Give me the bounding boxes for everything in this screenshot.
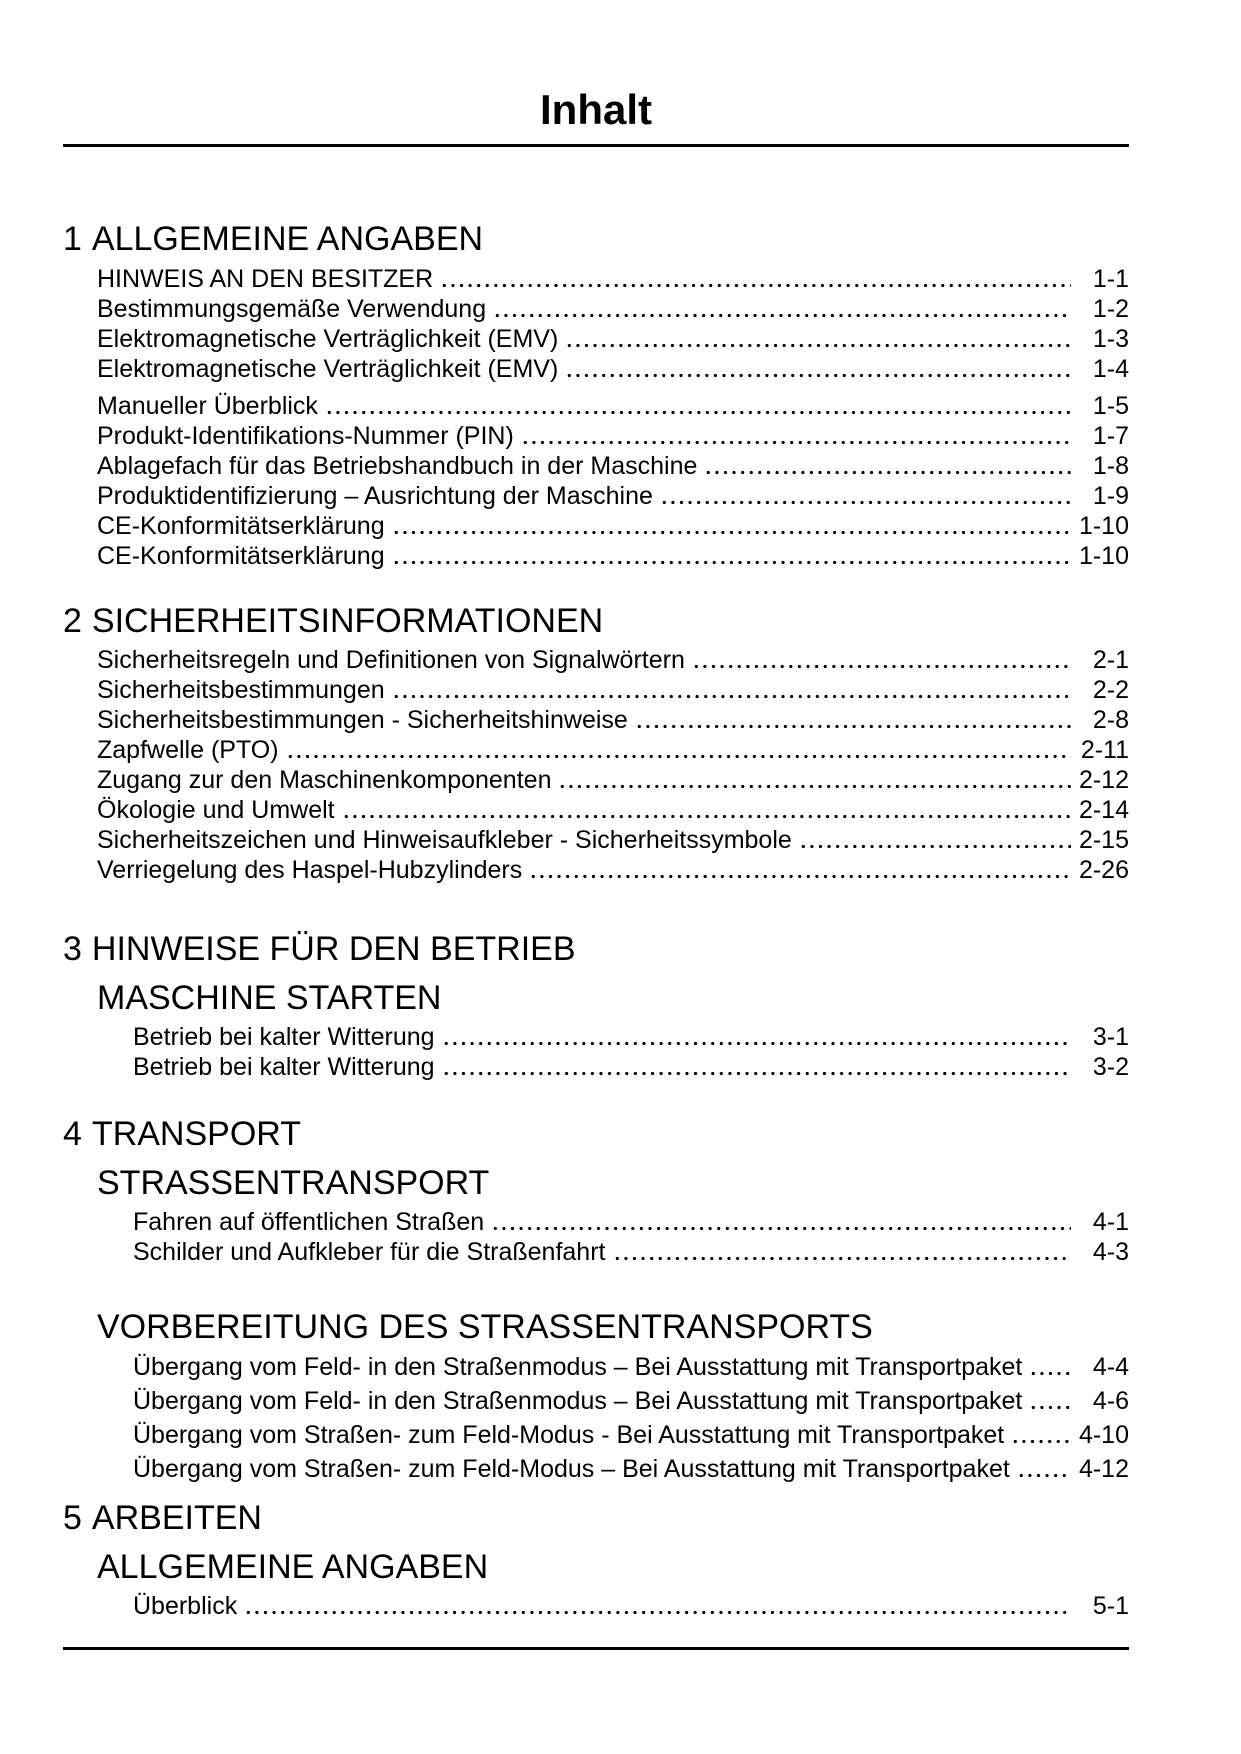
toc-entry-page: 3-1 [1092, 1022, 1129, 1051]
toc-entry [63, 294, 1129, 324]
toc-entry-label: Betrieb bei kalter Witterung [133, 1052, 435, 1081]
dot-leader [521, 438, 1071, 447]
toc-entry-label: Produktidentifizierung – Ausrichtung der Maschine [97, 481, 653, 510]
subsection-heading: ALLGEMEINE ANGABEN [97, 1548, 489, 1587]
toc-section-sicherheitsinformationen [63, 603, 1129, 885]
section-number: 3 [63, 930, 82, 969]
dot-leader [392, 558, 1071, 567]
toc-entry [63, 735, 1129, 765]
toc-entry-page: 4-12 [1078, 1455, 1129, 1484]
dot-leader [704, 468, 1071, 477]
dot-leader [558, 782, 1071, 791]
dot-leader [635, 722, 1071, 731]
toc-entry-page: 2-14 [1078, 796, 1129, 825]
section-title: ARBEITEN [91, 1499, 262, 1538]
toc-entry-label: Ablagefach für das Betriebshandbuch in der Maschine [97, 451, 698, 480]
toc-entry [63, 324, 1129, 354]
toc-entry-page: 1-10 [1078, 541, 1129, 570]
dot-leader [565, 371, 1071, 380]
toc-entry-page: 1-2 [1092, 294, 1129, 323]
section-number: 2 [63, 601, 82, 640]
toc-entry-page: 3-2 [1092, 1052, 1129, 1081]
toc-entry-page: 2-8 [1092, 706, 1129, 735]
toc-entry [63, 264, 1129, 294]
dot-leader [565, 341, 1071, 350]
toc-entry-label: Zapfwelle (PTO) [97, 736, 279, 765]
footer-rule [63, 1647, 1129, 1650]
toc-entry [63, 1591, 1129, 1621]
toc-entry-label: Verriegelung des Haspel-Hubzylinders [97, 856, 523, 885]
toc-entry-label: Manueller Überblick [97, 391, 318, 420]
toc-entry-page: 2-11 [1080, 736, 1129, 765]
section-heading [63, 1116, 1129, 1153]
toc-entry [63, 354, 1129, 384]
toc-subsection-vorbereitung-des-strassentransports [63, 1309, 1129, 1486]
toc-section-allgemeine-angaben [63, 221, 1129, 570]
dot-leader [342, 812, 1071, 821]
toc-entry-label: Überblick [133, 1591, 238, 1620]
toc-entry-label: Elektromagnetische Verträglichkeit (EMV) [97, 324, 559, 353]
toc-entry [63, 1418, 1129, 1452]
toc-entry-label: Sicherheitsbestimmungen [97, 676, 385, 705]
toc-entry-label: Schilder und Aufkleber für die Straßenfahrt [133, 1237, 606, 1266]
toc-entry [63, 511, 1129, 541]
dot-leader [493, 311, 1071, 320]
toc-section-hinweise-fuer-den-betrieb [63, 931, 1129, 1082]
toc-entry [63, 1207, 1129, 1237]
toc-entry-label: Bestimmungsgemäße Verwendung [97, 294, 487, 323]
toc-entry-label: Übergang vom Feld- in den Straßenmodus – Bei Ausstattung mit Transportpaket [133, 1387, 1023, 1416]
toc-entry [63, 421, 1129, 451]
dot-leader [529, 872, 1071, 881]
dot-leader [392, 692, 1071, 701]
dot-leader [440, 281, 1071, 290]
toc-entry [63, 765, 1129, 795]
toc-entry-label: Produkt-Identifikations-Nummer (PIN) [97, 421, 514, 450]
toc-entry-page: 1-3 [1092, 324, 1129, 353]
toc-entry [63, 481, 1129, 511]
toc-entry [63, 391, 1129, 421]
subsection-heading: VORBEREITUNG DES STRASSENTRANSPORTS [97, 1307, 873, 1346]
toc-entry-page: 1-9 [1092, 481, 1129, 510]
toc-entry [63, 1350, 1129, 1384]
section-number: 5 [63, 1499, 82, 1538]
section-title: TRANSPORT [91, 1114, 301, 1153]
toc-entry-page: 1-10 [1078, 511, 1129, 540]
dot-leader [442, 1039, 1071, 1048]
toc-entry-label: HINWEIS AN DEN BESITZER [97, 264, 434, 293]
page-title: Inhalt [540, 86, 652, 133]
toc-entry [63, 705, 1129, 735]
toc-entry-page: 2-2 [1092, 676, 1129, 705]
toc-entry-page: 5-1 [1092, 1591, 1129, 1620]
dot-leader [1011, 1437, 1071, 1446]
toc-entry-page: 4-1 [1092, 1207, 1129, 1236]
toc-entry-label: Ökologie und Umwelt [97, 796, 335, 825]
dot-leader [1017, 1471, 1071, 1480]
toc-entry-page: 2-15 [1078, 826, 1129, 855]
toc-entry-page: 4-10 [1078, 1421, 1129, 1450]
dot-leader [660, 498, 1071, 507]
toc-entry-label: Sicherheitsbestimmungen - Sicherheitshinweise [97, 706, 628, 735]
dot-leader [799, 842, 1071, 851]
toc-entry-label: CE-Konformitätserklärung [97, 541, 385, 570]
toc-entry-label: Übergang vom Straßen- zum Feld-Modus - Bei Ausstattung mit Transportpaket [133, 1421, 1005, 1450]
section-title: ALLGEMEINE ANGABEN [91, 220, 484, 259]
dot-leader [392, 528, 1071, 537]
section-heading [63, 1500, 1129, 1537]
dot-leader [244, 1608, 1071, 1617]
toc-subsection-maschine-starten [63, 980, 1129, 1081]
section-number: 1 [63, 220, 82, 259]
dot-leader [491, 1224, 1071, 1233]
toc-entry [63, 1237, 1129, 1267]
toc-entry-label: Übergang vom Straßen- zum Feld-Modus – Bei Ausstattung mit Transportpaket [133, 1455, 1010, 1484]
dot-leader [442, 1069, 1071, 1078]
toc-entry [63, 451, 1129, 481]
section-number: 4 [63, 1114, 82, 1153]
toc-entry-label: CE-Konformitätserklärung [97, 511, 385, 540]
toc-entry [63, 541, 1129, 571]
section-title: SICHERHEITSINFORMATIONEN [91, 601, 604, 640]
toc-entry [63, 675, 1129, 705]
toc-entry [63, 1384, 1129, 1418]
toc-entry [63, 795, 1129, 825]
toc-entry [63, 645, 1129, 675]
subsection-heading: MASCHINE STARTEN [97, 979, 442, 1018]
toc-entry-page: 4-3 [1092, 1237, 1129, 1266]
section-heading [63, 603, 1129, 640]
dot-leader [613, 1254, 1072, 1263]
toc-entry-page: 1-7 [1092, 421, 1129, 450]
toc-entry-label: Betrieb bei kalter Witterung [133, 1022, 435, 1051]
toc-entry-page: 1-4 [1092, 354, 1129, 383]
toc-entry-page: 4-6 [1092, 1387, 1129, 1416]
section-heading [63, 931, 1129, 968]
toc-subsection-strassentransport [63, 1165, 1129, 1266]
toc-entry [63, 855, 1129, 885]
toc-entry [63, 1452, 1129, 1486]
dot-leader [1029, 1403, 1071, 1412]
toc-subsection-allgemeine-angaben [63, 1549, 1129, 1620]
toc-entry-page: 1-5 [1092, 391, 1129, 420]
toc-entry-label: Fahren auf öffentlichen Straßen [133, 1207, 485, 1236]
toc-entry-page: 2-1 [1092, 646, 1129, 675]
toc-entry-page: 2-12 [1078, 766, 1129, 795]
section-heading [63, 221, 1129, 258]
header-rule [63, 144, 1129, 147]
toc-entry-page: 1-1 [1092, 264, 1129, 293]
toc-entry-page: 4-4 [1092, 1353, 1129, 1382]
dot-leader [325, 408, 1071, 417]
subsection-heading: STRASSENTRANSPORT [97, 1164, 490, 1203]
toc-entry [63, 1052, 1129, 1082]
toc-section-arbeiten [63, 1500, 1129, 1621]
toc-entry [63, 825, 1129, 855]
toc-entry-page: 1-8 [1092, 451, 1129, 480]
dot-leader [1029, 1369, 1071, 1378]
dot-leader [286, 752, 1071, 761]
toc-entry-page: 2-26 [1078, 856, 1129, 885]
toc-entry-label: Zugang zur den Maschinenkomponenten [97, 766, 552, 795]
toc-entry-label: Sicherheitszeichen und Hinweisaufkleber - Sicherheitssymbole [97, 826, 792, 855]
toc-entry-label: Elektromagnetische Verträglichkeit (EMV) [97, 354, 559, 383]
toc-entry-label: Übergang vom Feld- in den Straßenmodus – Bei Ausstattung mit Transportpaket [133, 1353, 1023, 1382]
dot-leader [692, 662, 1071, 671]
toc-entry [63, 1022, 1129, 1052]
section-title: HINWEISE FÜR DEN BETRIEB [91, 930, 576, 969]
toc-section-transport [63, 1116, 1129, 1486]
toc-entry-label: Sicherheitsregeln und Definitionen von Signalwörtern [97, 646, 685, 675]
